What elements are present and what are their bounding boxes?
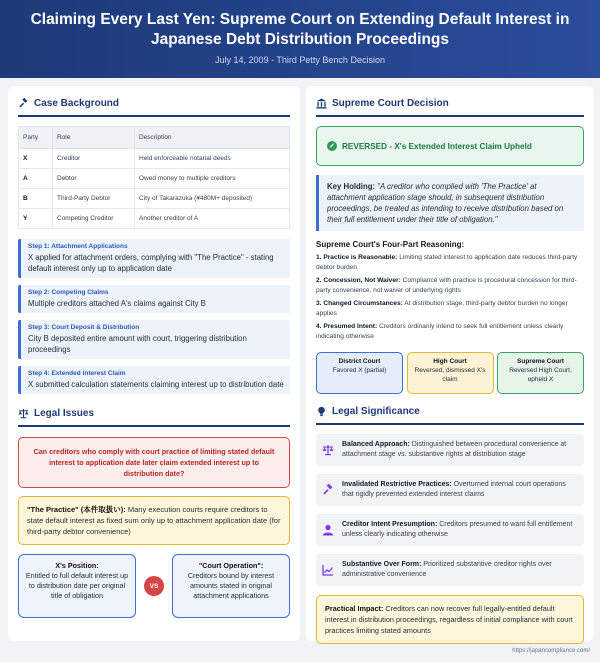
table-cell: A	[19, 169, 53, 189]
reason-label: 3. Changed Circumstances:	[316, 300, 403, 307]
step-1	[18, 239, 290, 278]
reason-text: Limiting stated interest to application date reduces third-party debtor burden	[316, 254, 578, 271]
table-row	[19, 209, 290, 229]
step-title: Step 4: Extended Interest Claim	[28, 370, 126, 377]
page-subtitle: July 14, 2009 - Third Petty Bench Decision	[215, 55, 385, 65]
table-header: Description	[135, 127, 290, 149]
page-header	[0, 0, 600, 78]
check-circle-icon: ✓	[327, 141, 337, 151]
step-4	[18, 366, 290, 394]
table-header-row	[19, 127, 290, 149]
significance-heading	[316, 406, 584, 425]
table-cell: Y	[19, 209, 53, 229]
x-position-box	[18, 554, 136, 618]
reason-item	[316, 299, 584, 318]
case-background-heading	[18, 98, 290, 117]
practice-note	[18, 496, 290, 545]
table-row	[19, 169, 290, 189]
practical-impact	[316, 595, 584, 644]
reason-item	[316, 276, 584, 295]
court-name: District Court	[338, 358, 381, 365]
parties-table	[18, 126, 290, 229]
step-title: Step 1: Attachment Applications	[28, 243, 128, 250]
table-cell: Third-Party Debtor	[53, 189, 135, 209]
legal-issues-heading	[18, 408, 290, 427]
reason-text: Compliance with practice is procedural concession for third-party convenience, not waiver of underlying rights	[316, 277, 577, 294]
high-court-box	[407, 352, 494, 394]
district-court-box	[316, 352, 403, 394]
table-cell: City of Takarazuka (¥480M+ deposited)	[135, 189, 290, 209]
scale-icon	[322, 444, 334, 456]
decision-heading	[316, 98, 584, 117]
table-cell: Held enforceable notarial deeds	[135, 149, 290, 169]
court-name: Supreme Court	[517, 358, 564, 365]
significance-label: Invalidated Restrictive Practices:	[342, 481, 452, 488]
gavel-icon	[18, 98, 29, 109]
step-title: Step 2: Competing Claims	[28, 289, 109, 296]
step-description: Multiple creditors attached A's claims against City B	[28, 299, 206, 308]
step-3	[18, 320, 290, 359]
court-operation-box	[172, 554, 290, 618]
significance-text: Overturned internal court operations that rigidly prevented extended interest claims	[342, 481, 566, 498]
step-2	[18, 285, 290, 313]
table-cell: X	[19, 149, 53, 169]
table-row	[19, 149, 290, 169]
significance-item	[316, 554, 584, 586]
key-holding	[316, 175, 584, 231]
step-description: X applied for attachment orders, complying with "The Practice" - stating default interest only up to application date	[28, 253, 274, 273]
significance-title: Legal Significance	[332, 406, 420, 417]
reason-label: 2. Concession, Not Waiver:	[316, 277, 401, 284]
reason-text: At distribution stage, third-party debtor burden no longer applies	[316, 300, 568, 317]
legal-issues-title: Legal Issues	[34, 408, 95, 419]
practice-label: "The Practice" (本件取扱い):	[27, 505, 126, 514]
reason-label: 1. Practice is Reasonable:	[316, 254, 398, 261]
step-title: Step 3: Court Deposit & Distribution	[28, 324, 140, 331]
x-position-text: Entitled to full default interest up to distribution date per original title of obligation	[25, 571, 129, 600]
significance-label: Balanced Approach:	[342, 441, 410, 448]
practice-text: Many execution courts require creditors to state default interest as fixed sum only up to attachment application date (for third-party debtor convenience)	[27, 505, 281, 536]
table-header: Party	[19, 127, 53, 149]
footer-url: https://japancompliance.com/	[512, 648, 590, 654]
decision-result: REVERSED - X's Extended Interest Claim Upheld	[342, 141, 532, 151]
decision-title: Supreme Court Decision	[332, 98, 449, 109]
table-cell: Debtor	[53, 169, 135, 189]
courthouse-icon	[316, 98, 327, 109]
right-column	[306, 86, 594, 641]
significance-item	[316, 474, 584, 506]
reason-item	[316, 253, 584, 272]
holding-label: Key Holding:	[327, 182, 376, 191]
court-operation-text: Creditors bound by interest amounts stated in original attachment applications	[187, 571, 275, 600]
court-name: High Court	[433, 358, 467, 365]
holding-text: "A creditor who complied with 'The Practice' at attachment application stage should, in subsequent distribution proceedings, be treated as intending to receive distribution based on their full entitlement under their title of obligation."	[327, 182, 564, 224]
case-background-title: Case Background	[34, 98, 120, 109]
significance-text: Prioritized substantive creditor rights over administrative convenience	[342, 561, 552, 578]
table-cell: Competing Creditor	[53, 209, 135, 229]
significance-item	[316, 434, 584, 466]
significance-text: Distinguished between procedural convenience at attachment stage vs. substantive rights at distribution stage	[342, 441, 567, 458]
left-column	[8, 86, 300, 641]
step-description: X submitted calculation statements claiming interest up to distribution date	[28, 380, 284, 389]
table-row	[19, 189, 290, 209]
court-history	[316, 352, 584, 394]
decision-result-banner	[316, 126, 584, 166]
court-result: Favored X (partial)	[332, 367, 387, 374]
reasoning-title: Supreme Court's Four-Part Reasoning:	[316, 240, 465, 249]
user-icon	[322, 524, 334, 536]
court-operation-title: "Court Operation":	[198, 561, 264, 570]
court-result: Reversed High Court, upheld X	[509, 367, 572, 383]
scale-icon	[18, 408, 29, 419]
reason-label: 4. Presumed Intent:	[316, 323, 378, 330]
step-description: City B deposited entire amount with court, triggering distribution proceedings	[28, 334, 247, 354]
reason-item	[316, 322, 584, 341]
chart-icon	[322, 564, 334, 576]
vs-badge: VS	[144, 576, 164, 596]
table-cell: Owed money to multiple creditors	[135, 169, 290, 189]
significance-text: Creditors presumed to want full entitlement unless clearly indicating otherwise	[342, 521, 573, 538]
table-cell: Creditor	[53, 149, 135, 169]
table-cell: B	[19, 189, 53, 209]
reason-text: Creditors ordinarily intend to seek full entitlement unless clearly indicating otherwise	[316, 323, 564, 340]
significance-label: Substantive Over Form:	[342, 561, 422, 568]
positions-comparison	[18, 554, 290, 618]
lightbulb-icon	[316, 406, 327, 417]
supreme-court-box	[497, 352, 584, 394]
table-header: Role	[53, 127, 135, 149]
x-position-title: X's Position:	[55, 561, 99, 570]
page-title: Claiming Every Last Yen: Supreme Court on Extending Default Interest in Japanese Debt Distribution Proceedings	[30, 11, 570, 48]
legal-question: Can creditors who comply with court practice of limiting stated default interest to application date later claim extended interest up to distribution date?	[18, 437, 290, 488]
impact-text: Creditors can now recover full legally-entitled default interest in distribution proceedings, regardless of initial compliance with court practices limiting stated amounts	[325, 604, 573, 635]
table-cell: Another creditor of A	[135, 209, 290, 229]
impact-label: Practical Impact:	[325, 604, 384, 613]
gavel-icon	[322, 484, 334, 496]
significance-label: Creditor Intent Presumption:	[342, 521, 438, 528]
significance-item	[316, 514, 584, 546]
court-result: Reversed, dismissed X's claim	[414, 367, 486, 383]
